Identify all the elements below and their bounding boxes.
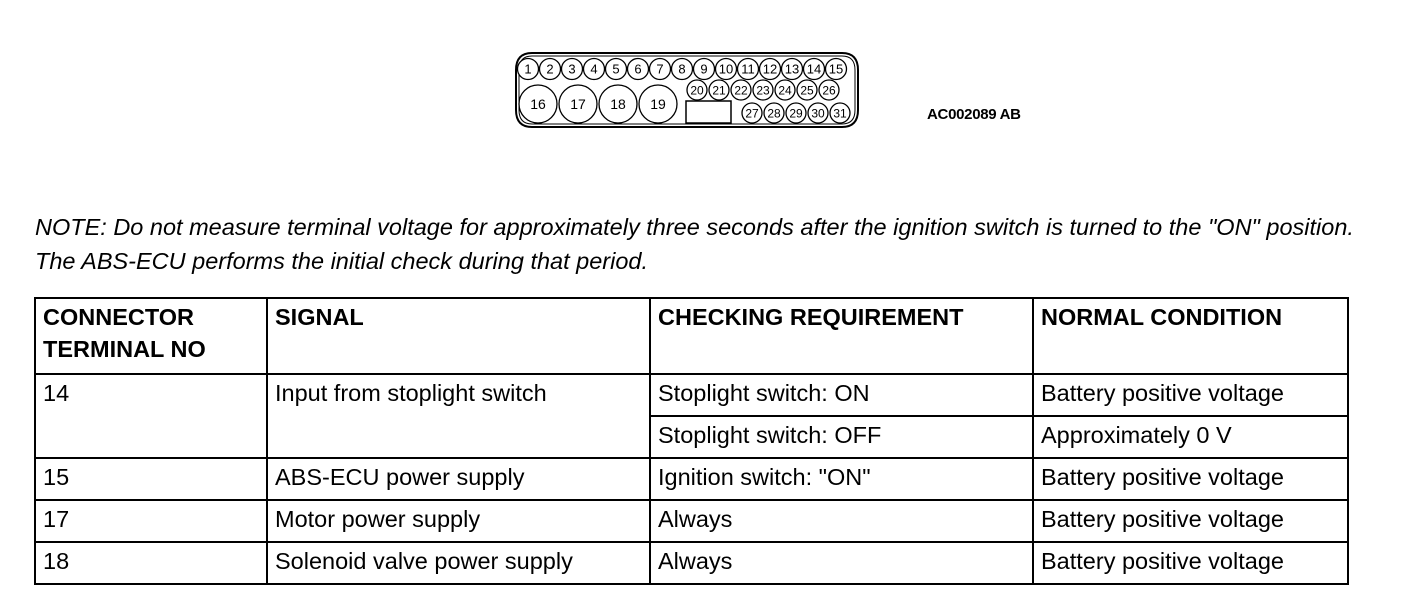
pin-30 bbox=[808, 103, 828, 123]
signal-cell: Input from stoplight switch bbox=[267, 374, 650, 458]
pin-21 bbox=[709, 80, 729, 100]
header-connector-terminal-no: CONNECTOR TERMINAL NO bbox=[35, 298, 267, 374]
pin-28 bbox=[764, 103, 784, 123]
pin-22 bbox=[731, 80, 751, 100]
pin-14 bbox=[804, 59, 825, 80]
pin-12 bbox=[760, 59, 781, 80]
pin-label: 14 bbox=[806, 61, 822, 77]
pin-7 bbox=[650, 59, 671, 80]
pin-label: 16 bbox=[530, 96, 546, 113]
signal-cell: Motor power supply bbox=[267, 500, 650, 542]
pin-label: 8 bbox=[678, 61, 686, 77]
pin-31 bbox=[830, 103, 850, 123]
terminal-voltage-table bbox=[34, 297, 1349, 585]
signal-cell: ABS-ECU power supply bbox=[267, 458, 650, 500]
requirement-cell: Stoplight switch: ON bbox=[650, 374, 1033, 416]
table-row bbox=[35, 374, 1348, 416]
terminal-cell: 17 bbox=[35, 500, 267, 542]
pin-label: 23 bbox=[756, 83, 770, 98]
pin-1 bbox=[518, 59, 539, 80]
pin-label: 3 bbox=[568, 61, 576, 77]
header-checking-requirement: CHECKING REQUIREMENT bbox=[650, 298, 1033, 374]
pin-3 bbox=[562, 59, 583, 80]
pin-label: 22 bbox=[734, 83, 748, 98]
pin-13 bbox=[782, 59, 803, 80]
pin-label: 25 bbox=[800, 83, 814, 98]
signal-cell: Solenoid valve power supply bbox=[267, 542, 650, 584]
pin-label: 18 bbox=[610, 96, 626, 113]
pin-17 bbox=[559, 85, 597, 123]
requirement-cell: Stoplight switch: OFF bbox=[650, 416, 1033, 458]
pin-11 bbox=[738, 59, 759, 80]
pin-24 bbox=[775, 80, 795, 100]
pin-2 bbox=[540, 59, 561, 80]
pin-label: 13 bbox=[784, 61, 800, 77]
pin-label: 2 bbox=[546, 61, 554, 77]
pin-label: 30 bbox=[811, 106, 825, 121]
pin-label: 4 bbox=[590, 61, 598, 77]
pin-16 bbox=[519, 85, 557, 123]
pin-10 bbox=[716, 59, 737, 80]
pin-26 bbox=[819, 80, 839, 100]
pin-label: 5 bbox=[612, 61, 620, 77]
pin-25 bbox=[797, 80, 817, 100]
note-text: NOTE: Do not measure terminal voltage for approximately three seconds after the ignition switch is turned to the "ON" position. The ABS-ECU performs the initial check during that period. bbox=[35, 214, 1354, 274]
table-row bbox=[35, 458, 1348, 500]
pin-18 bbox=[599, 85, 637, 123]
pin-label: 29 bbox=[789, 106, 803, 121]
table-row bbox=[35, 500, 1348, 542]
terminal-cell: 18 bbox=[35, 542, 267, 584]
pin-label: 15 bbox=[828, 61, 844, 77]
condition-cell: Approximately 0 V bbox=[1033, 416, 1348, 458]
pin-label: 21 bbox=[712, 83, 726, 98]
condition-cell: Battery positive voltage bbox=[1033, 500, 1348, 542]
connector-pinout-diagram bbox=[510, 50, 862, 130]
pin-label: 20 bbox=[690, 83, 704, 98]
header-normal-condition: NORMAL CONDITION bbox=[1033, 298, 1348, 374]
pin-label: 17 bbox=[570, 96, 586, 113]
pin-label: 11 bbox=[741, 61, 755, 77]
pin-label: 31 bbox=[833, 106, 847, 121]
pin-label: 19 bbox=[650, 96, 666, 113]
pin-27 bbox=[742, 103, 762, 123]
pin-label: 10 bbox=[718, 61, 734, 77]
pin-29 bbox=[786, 103, 806, 123]
pin-5 bbox=[606, 59, 627, 80]
condition-cell: Battery positive voltage bbox=[1033, 374, 1348, 416]
figure-code: AC002089 AB bbox=[927, 106, 1021, 123]
connector-key-slot bbox=[686, 101, 731, 123]
table-row bbox=[35, 542, 1348, 584]
pin-8 bbox=[672, 59, 693, 80]
pin-label: 7 bbox=[656, 61, 664, 77]
condition-cell: Battery positive voltage bbox=[1033, 542, 1348, 584]
terminal-cell: 15 bbox=[35, 458, 267, 500]
pin-19 bbox=[639, 85, 677, 123]
condition-cell: Battery positive voltage bbox=[1033, 458, 1348, 500]
pin-23 bbox=[753, 80, 773, 100]
pin-label: 6 bbox=[634, 61, 642, 77]
pin-label: 9 bbox=[700, 61, 708, 77]
pin-15 bbox=[826, 59, 847, 80]
pin-label: 12 bbox=[762, 61, 778, 77]
pin-label: 26 bbox=[822, 83, 836, 98]
pin-label: 1 bbox=[524, 61, 532, 77]
pin-label: 27 bbox=[745, 106, 759, 121]
requirement-cell: Always bbox=[650, 500, 1033, 542]
requirement-cell: Ignition switch: "ON" bbox=[650, 458, 1033, 500]
requirement-cell: Always bbox=[650, 542, 1033, 584]
connector-pins bbox=[518, 59, 851, 124]
pin-20 bbox=[687, 80, 707, 100]
pin-label: 28 bbox=[767, 106, 781, 121]
table-header-row bbox=[35, 298, 1348, 374]
pin-4 bbox=[584, 59, 605, 80]
terminal-cell: 14 bbox=[35, 374, 267, 458]
pin-6 bbox=[628, 59, 649, 80]
header-signal: SIGNAL bbox=[267, 298, 650, 374]
pin-label: 24 bbox=[778, 83, 792, 98]
pin-9 bbox=[694, 59, 715, 80]
